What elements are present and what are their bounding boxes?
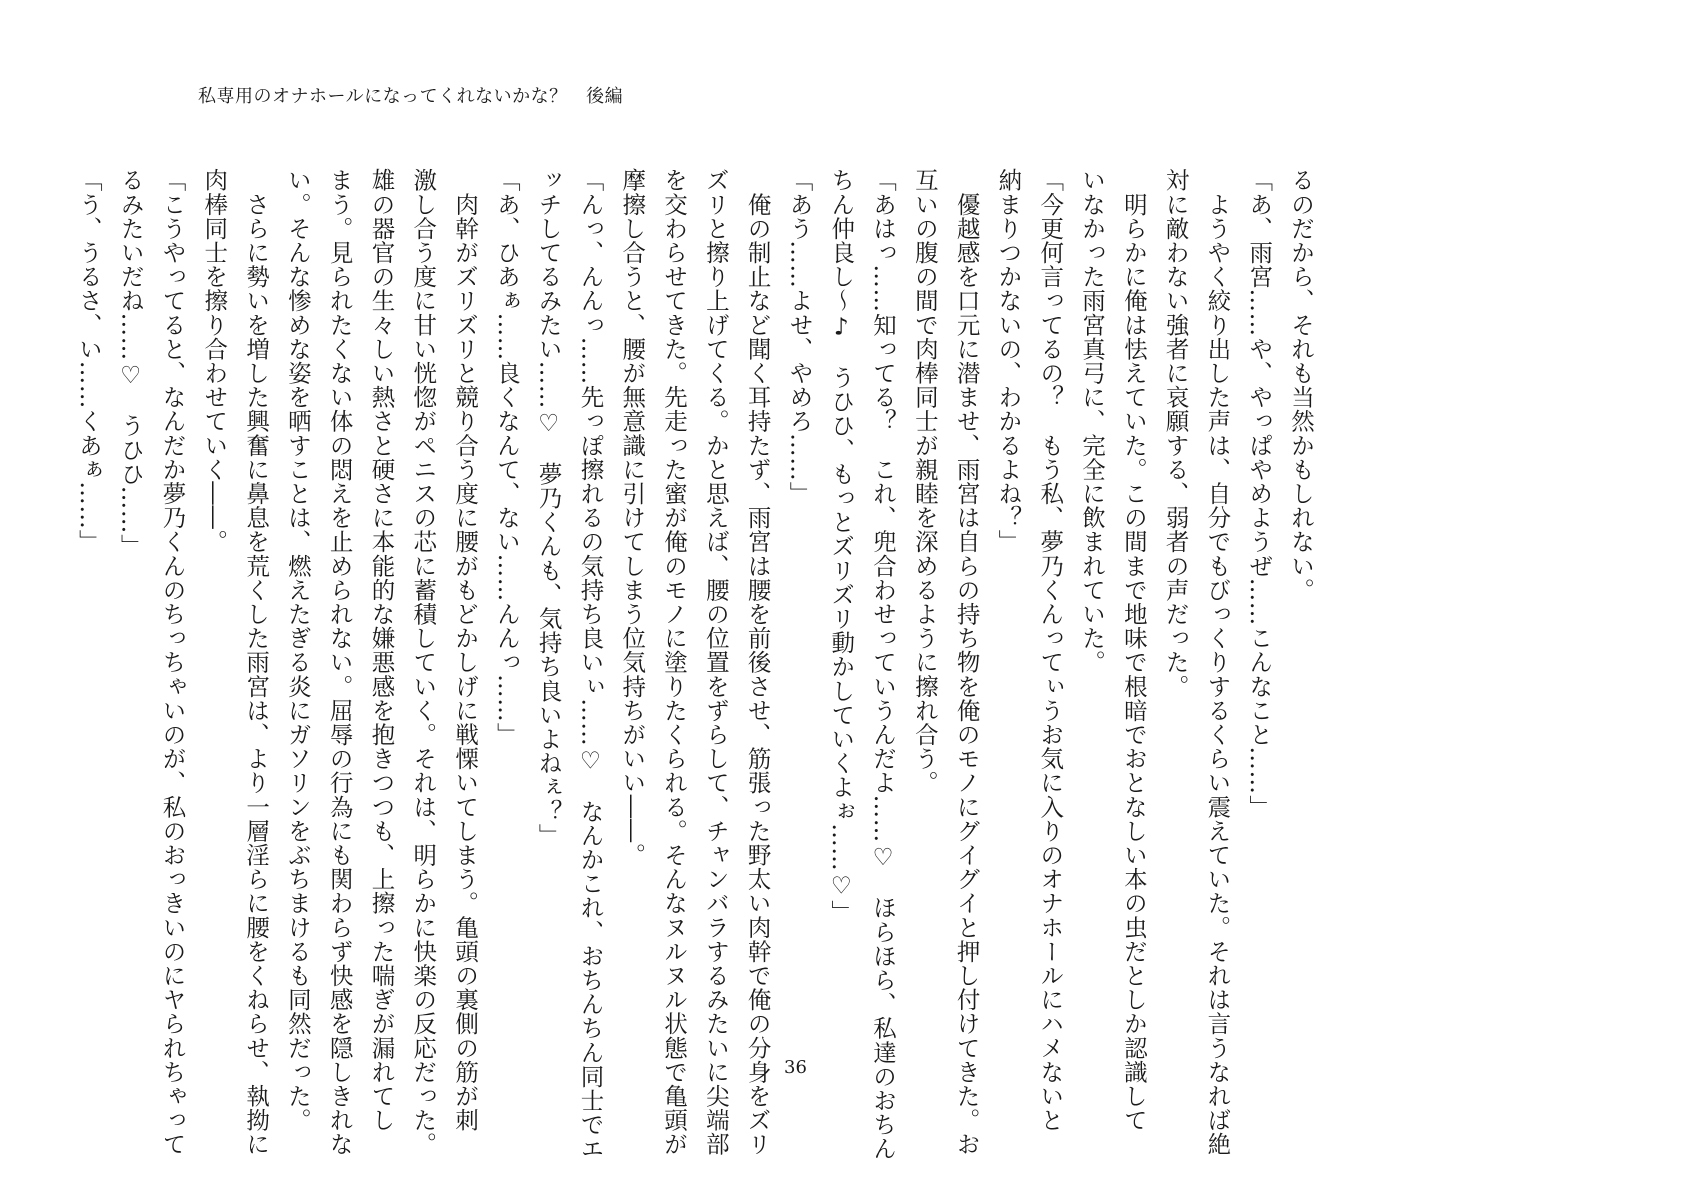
text-line: いなかった雨宮真弓に、完全に飲まれていた。 bbox=[1078, 168, 1107, 675]
text-line: を交わらせてきた。先走った蜜が俺のモノに塗りたくられる。そんなヌルヌル状態で亀頭が bbox=[660, 168, 689, 1157]
text-line: 雄の器官の生々しい熱さと硬さに本能的な嫌悪感を抱きつつも、上擦った喘ぎが漏れてし bbox=[367, 168, 396, 1132]
text-line: るのだから、それも当然かもしれない。 bbox=[1287, 168, 1315, 602]
text-line: 肉幹がズリズリと競り合う度に腰がもどかしげに戦慄いてしまう。亀頭の裏側の筋が刺 bbox=[451, 168, 480, 1132]
text-line: 明らかに俺は怯えていた。この間まで地味で根暗でおとなしい本の虫だとしか認識して bbox=[1119, 168, 1148, 1132]
text-line: 「あ、ひあぁ……良くなんて、ない……んんっ……」 bbox=[492, 168, 521, 747]
text-line: 優越感を口元に潜ませ、雨宮は自らの持ち物を俺のモノにグイグイと押し付けてきた。お bbox=[952, 168, 981, 1157]
text-line: さらに勢いを増した興奮に鼻息を荒くした雨宮は、より一層淫らに腰をくねらせ、執拗に bbox=[242, 168, 271, 1157]
text-line: 「あう……よせ、やめろ……」 bbox=[785, 168, 814, 506]
text-line: るみたいだね……♡ うひひ……」 bbox=[116, 168, 145, 559]
text-line: まう。見られたくない体の悶えを止められない。屈辱の行為にも関わらず快感を隠しきれな bbox=[325, 168, 354, 1157]
text-line: 「あ、雨宮……や、やっぱやめようぜ……こんなこと……」 bbox=[1245, 168, 1274, 819]
running-header: 私専用のオナホールになってくれないかな？ 後編 bbox=[198, 86, 624, 107]
text-line: 「今更何言ってるの？ もう私、夢乃くんってぃうお気に入りのオナホールにハメないと bbox=[1036, 168, 1065, 1132]
text-line: 俺の制止など聞く耳持たず、雨宮は腰を前後させ、筋張った野太い肉幹で俺の分身をズリ bbox=[743, 168, 772, 1157]
text-line: 摩擦し合うと、腰が無意識に引けてしまう位気持ちがいい――。 bbox=[618, 168, 647, 867]
text-line: 肉棒同士を擦り合わせていく――。 bbox=[200, 168, 229, 554]
text-line: 納まりつかないの、わかるよね？」 bbox=[994, 168, 1023, 554]
text-line: 「あはっ……知ってる？ これ、兜合わせっていうんだよ……♡ ほらほら、私達のおちん bbox=[869, 168, 898, 1161]
text-line: 「こうやってると、なんだか夢乃くんのちっちゃいのが、私のおっきいのにヤられちゃって bbox=[158, 168, 187, 1157]
text-line: ズリと擦り上げてくる。かと思えば、腰の位置をずらして、チャンバラするみたいに尖端部 bbox=[701, 168, 730, 1157]
text-line: 対に敵わない強者に哀願する、弱者の声だった。 bbox=[1161, 168, 1190, 699]
text-line: 「んっ、んんっ……先っぽ擦れるの気持ち良いぃ……♡ なんかこれ、おちんちん同士でエ bbox=[576, 168, 605, 1161]
text-line: ようやく絞り出した声は、自分でもびっくりするくらい震えていた。それは言うなれば絶 bbox=[1203, 168, 1232, 1157]
text-line: 「う、うるさ、い……くあぁ……」 bbox=[74, 168, 103, 554]
text-line: 激し合う度に甘い恍惚がペニスの芯に蓄積していく。それは、明らかに快楽の反応だった。 bbox=[409, 168, 438, 1157]
text-line: ッチしてるみたい……♡ 夢乃くんも、気持ち良いよねぇ？」 bbox=[534, 168, 563, 848]
page-number: 36 bbox=[784, 1057, 807, 1078]
text-line: ちん仲良し～♪ うひひ、もっとズリズリ動かしていくよぉ……♡」 bbox=[827, 168, 856, 925]
text-line: い。そんな惨めな姿を晒すことは、燃えたぎる炎にガソリンをぶちまけるも同然だった。 bbox=[283, 168, 312, 1132]
text-line: 互いの腹の間で肉棒同士が親睦を深めるように擦れ合う。 bbox=[910, 168, 939, 795]
